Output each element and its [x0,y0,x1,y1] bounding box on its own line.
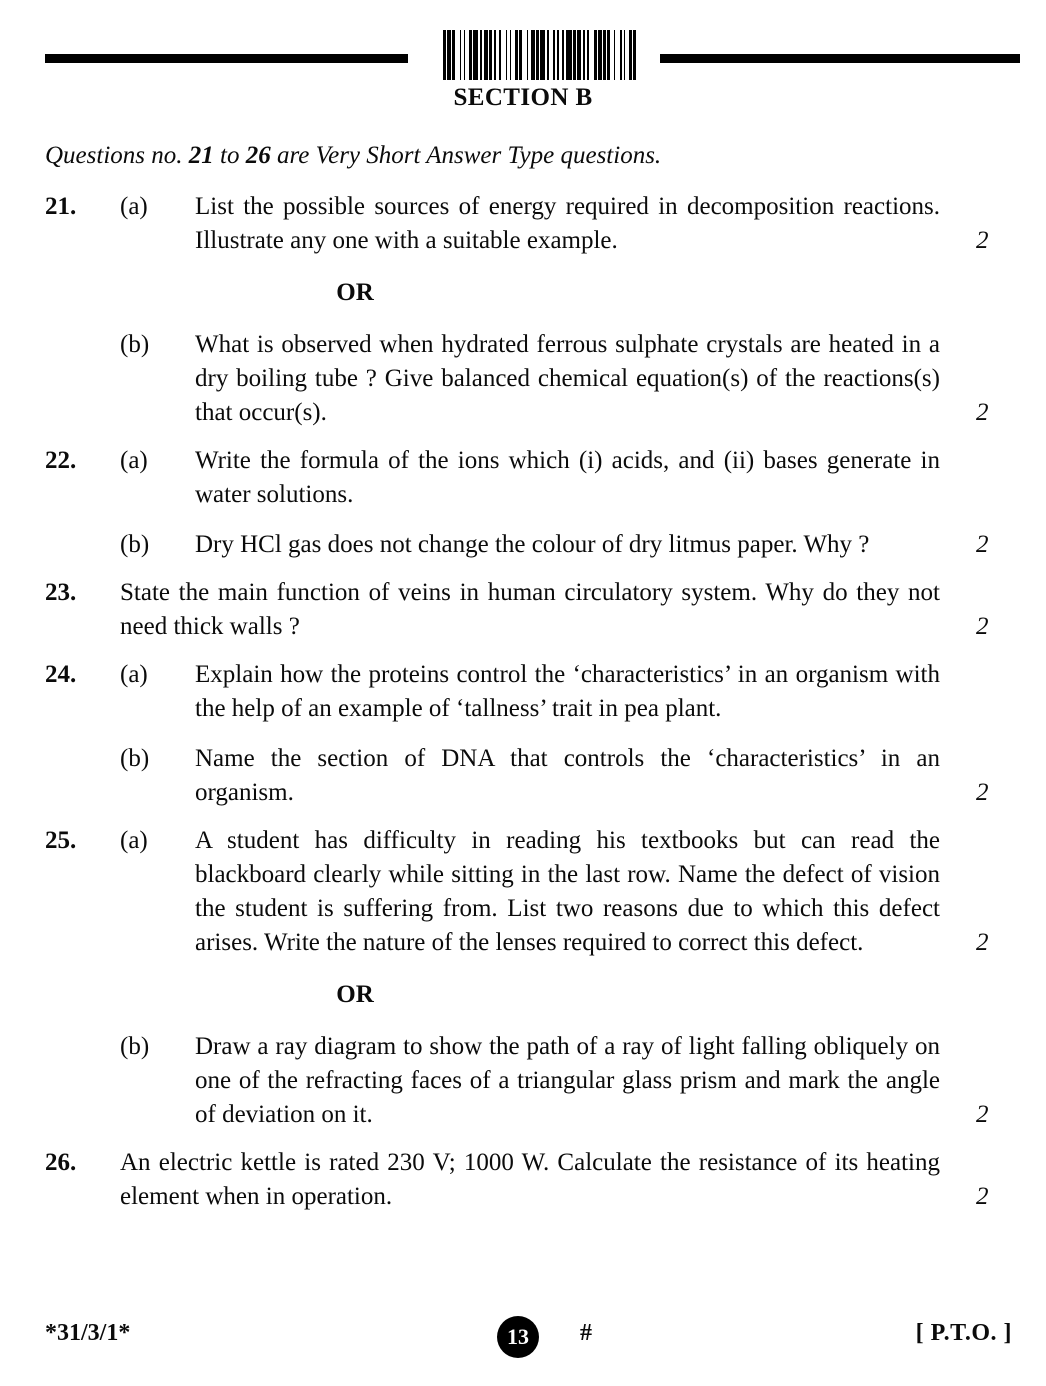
page-header [0,0,1046,132]
question-text: Explain how the proteins control the ‘characteristics’ in an organism with the help of an example of ‘tallness’ trait in pea plant. [195,661,940,722]
instruction-to: 26 [245,142,271,169]
question-text: An electric kettle is rated 230 V; 1000 W. Calculate the resistance of its heating element when in operation. [120,1149,940,1210]
question-marks: 2 [976,929,989,956]
question-part-label: (b) [120,331,150,358]
header-rule-right [660,54,1020,63]
question-spacer [0,562,1046,576]
question-26 [0,1146,1046,1214]
question-marks: 2 [976,531,989,558]
question-spacer [0,1132,1046,1146]
question-text: Draw a ray diagram to show the path of a ray of light falling obliquely on one of the refracting faces of a triangular glass prism and mark the angle of deviation on it. [195,1033,940,1128]
question-24-part-b [0,742,1046,810]
question-part-label: (b) [120,531,150,558]
section-title: SECTION B [453,84,593,111]
question-number: 22. [45,447,77,474]
question-25-part-b [0,1030,1046,1132]
question-number: 21. [45,193,77,220]
question-spacer [0,430,1046,444]
question-part-label: (b) [120,745,150,772]
barcode-bar [636,30,637,80]
instruction-middle: to [213,142,246,169]
instruction-from: 21 [188,142,214,169]
question-marks: 2 [976,779,989,806]
question-24-part-a [0,658,1046,726]
instruction-line [45,142,661,170]
question-marks: 2 [976,399,989,426]
question-spacer [0,810,1046,824]
question-part-label: (a) [120,827,148,854]
pto-label: [ P.T.O. ] [915,1320,1012,1346]
question-22-part-a [0,444,1046,512]
question-21-part-b [0,328,1046,430]
question-marks: 2 [976,1183,989,1210]
question-number: 24. [45,661,77,688]
question-spacer [0,644,1046,658]
question-25-part-a [0,824,1046,960]
question-marks: 2 [976,613,989,640]
or-divider: OR [336,279,374,306]
question-marks: 2 [976,227,989,254]
question-22-part-b [0,528,1046,562]
question-text: What is observed when hydrated ferrous sulphate crystals are heated in a dry boiling tube ? Give balanced chemical equation(s) of the reactions(s) that occur(s). [195,331,940,426]
question-part-label: (b) [120,1033,150,1060]
question-list [0,190,1046,1214]
header-rule-left [45,54,408,63]
instruction-prefix: Questions no. [45,142,189,169]
question-text: Dry HCl gas does not change the colour of dry litmus paper. Why ? [195,531,870,558]
paper-code: *31/3/1* [45,1320,131,1346]
page-number-badge: 13 [497,1316,539,1358]
question-text: Write the formula of the ions which (i) acids, and (ii) bases generate in water solutions. [195,447,940,508]
page-footer [0,1316,1046,1362]
question-text: Name the section of DNA that controls the ‘characteristics’ in an organism. [195,745,940,806]
question-marks: 2 [976,1101,989,1128]
question-number: 25. [45,827,77,854]
barcode [443,30,637,80]
hash-mark: # [580,1320,592,1346]
question-text: State the main function of veins in human circulatory system. Why do they not need thick walls ? [120,579,940,640]
question-23 [0,576,1046,644]
question-number: 26. [45,1149,77,1176]
question-21-part-a [0,190,1046,258]
question-part-label: (a) [120,193,148,220]
question-text: List the possible sources of energy required in decomposition reactions. Illustrate any one with a suitable example. [195,193,940,254]
question-part-label: (a) [120,661,148,688]
question-text: A student has difficulty in reading his textbooks but can read the blackboard clearly while sitting in the last row. Name the defect of vision the student is suffering from. List two reasons due to which this defect arises. Write the nature of the lenses required to correct this defect. [195,827,940,956]
or-divider: OR [336,981,374,1008]
question-number: 23. [45,579,77,606]
instruction-suffix: are Very Short Answer Type questions. [270,142,662,169]
question-part-label: (a) [120,447,148,474]
